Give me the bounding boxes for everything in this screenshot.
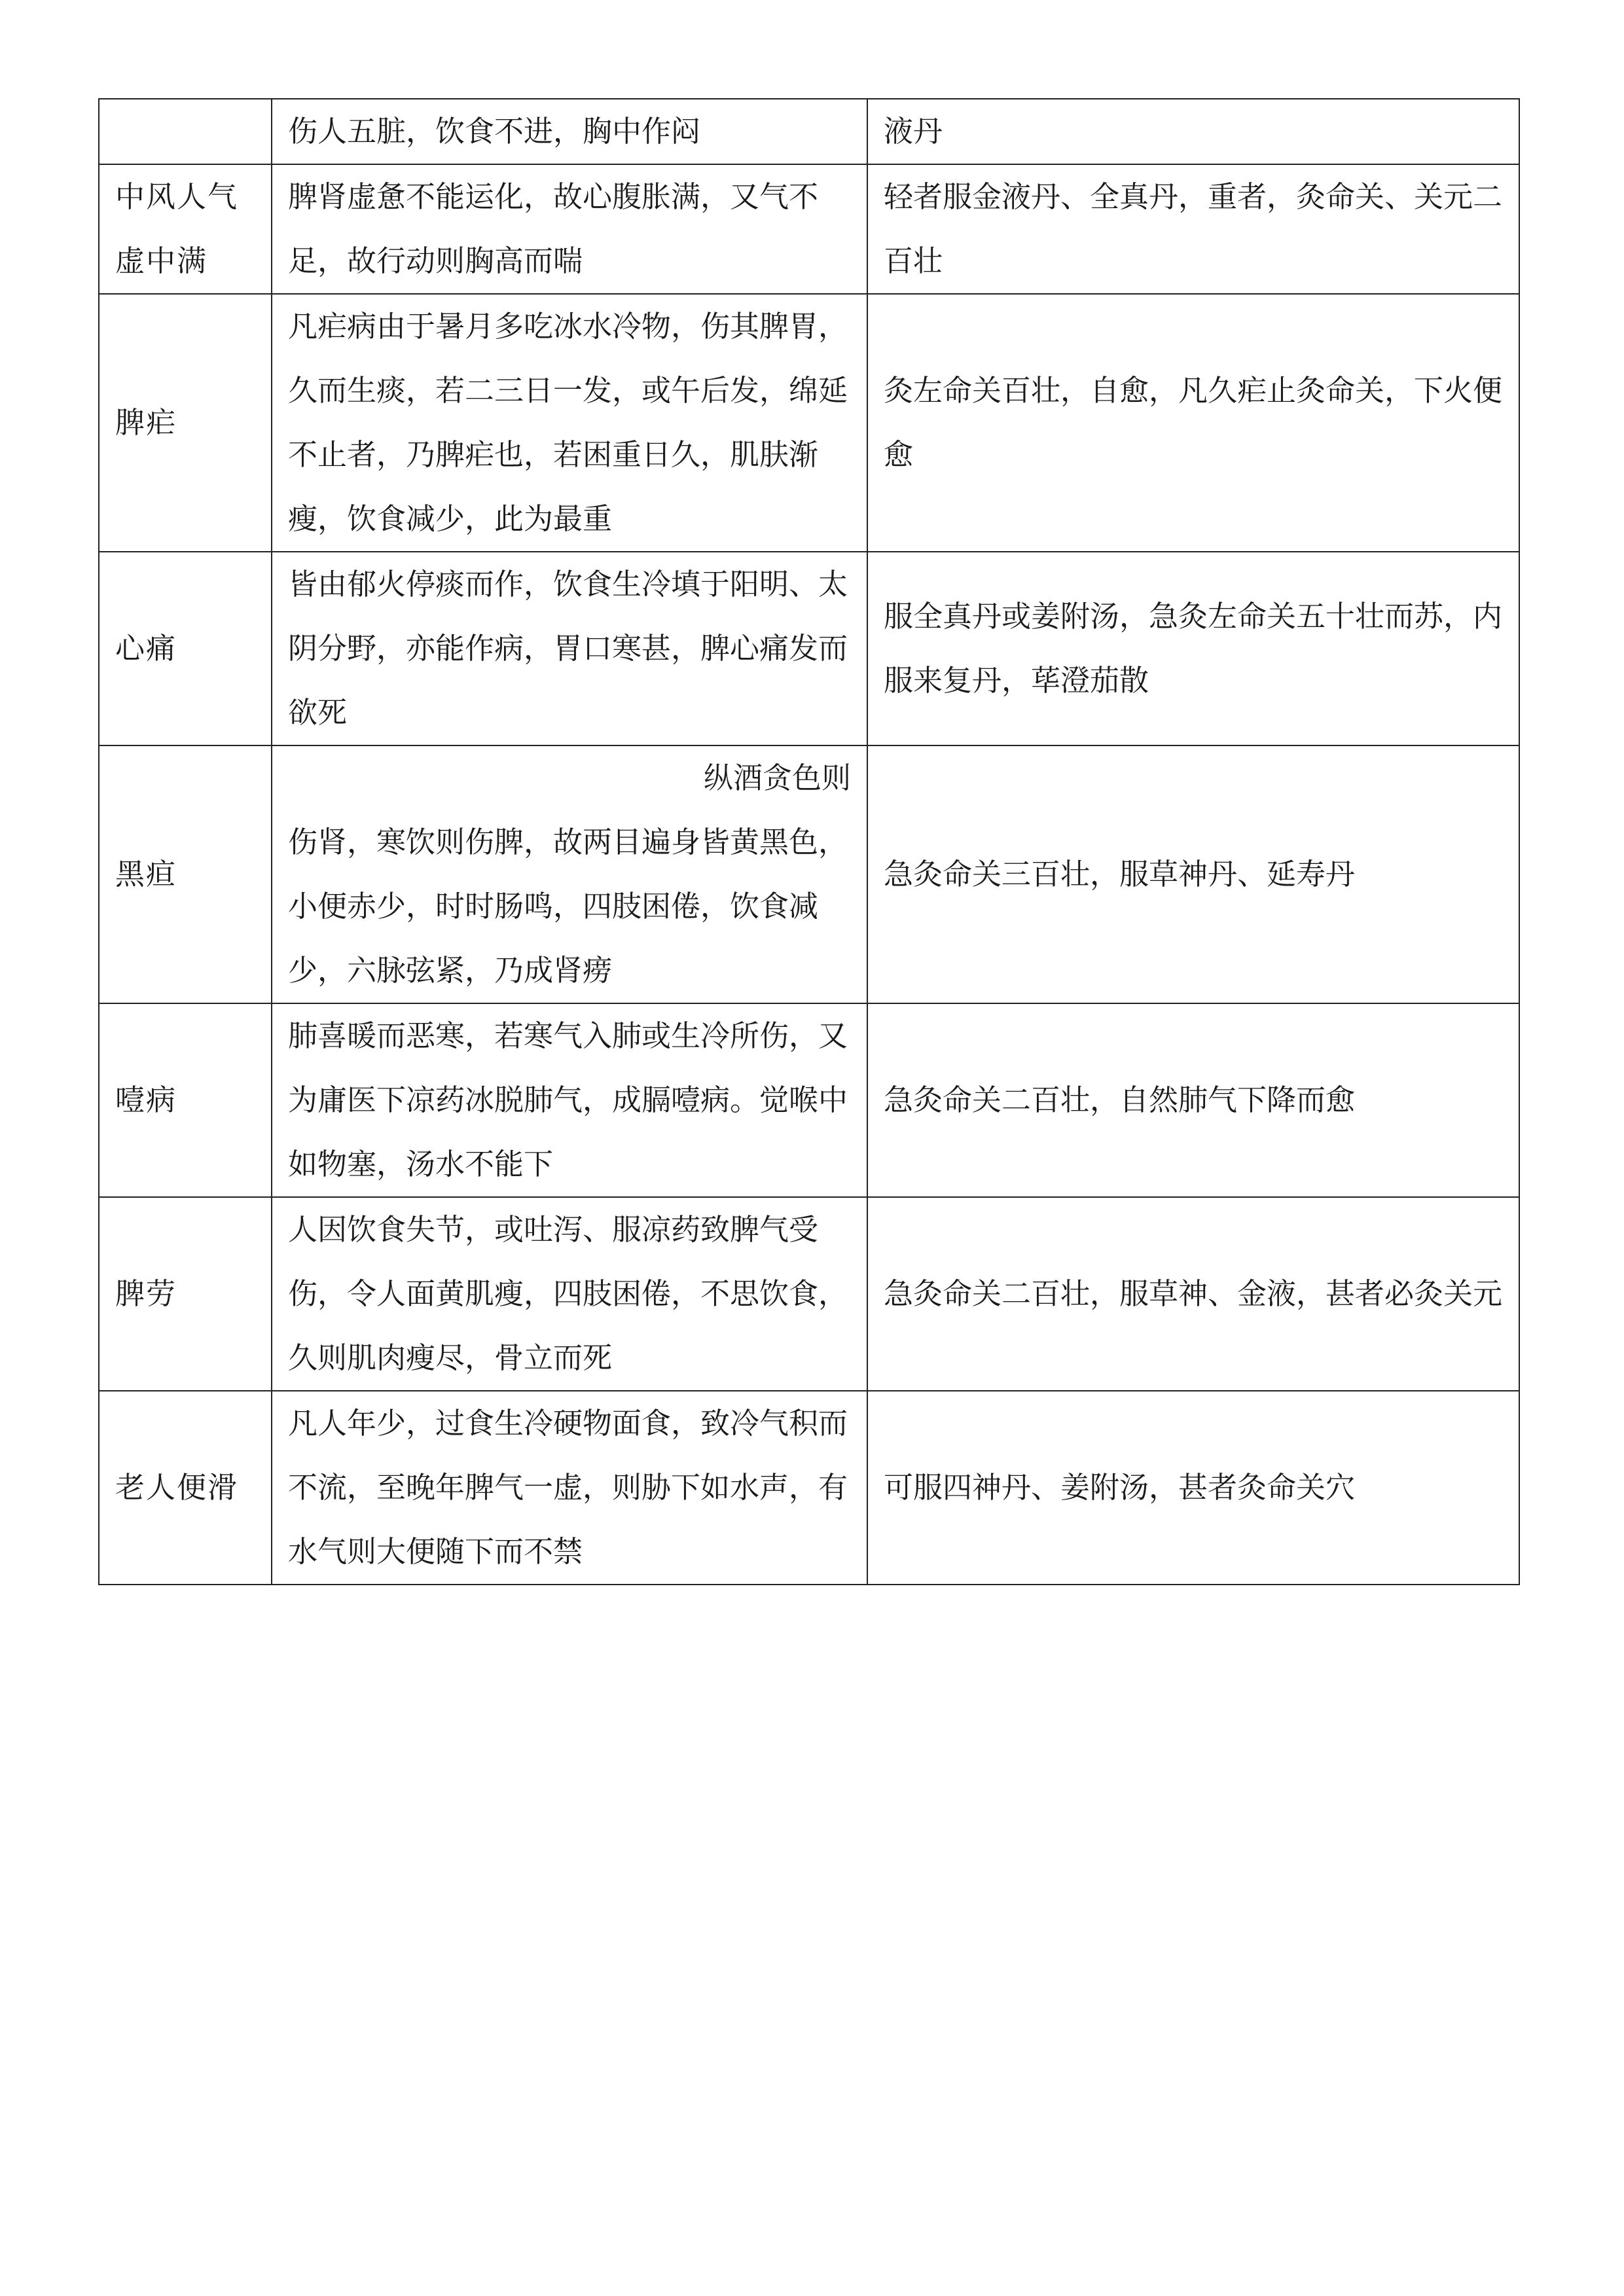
table-row (99, 552, 1519, 745)
symptoms-cell: 伤人五脏，饮食不进，胸中作闷 (272, 99, 867, 164)
treatment-cell: 急灸命关二百壮，服草神、金液，甚者必灸关元 (867, 1197, 1519, 1391)
disease-name-cell: 中风人气虚中满 (99, 164, 272, 294)
treatment-cell: 液丹 (867, 99, 1519, 164)
disease-name-cell: 脾劳 (99, 1197, 272, 1391)
table-row (99, 99, 1519, 164)
table-row (99, 164, 1519, 294)
treatment-table (98, 98, 1520, 1585)
symptoms-cell: 凡人年少，过食生冷硬物面食，致冷气积而不流，至晚年脾气一虚，则胁下如水声，有水气则大便随下而不禁 (272, 1391, 867, 1585)
symptoms-cell: 人因饮食失节，或吐泻、服凉药致脾气受伤，令人面黄肌瘦，四肢困倦，不思饮食，久则肌肉瘦尽，骨立而死 (272, 1197, 867, 1391)
symptoms-cell (272, 745, 867, 1003)
table-row (99, 1391, 1519, 1585)
symptoms-cell: 凡疟病由于暑月多吃冰水冷物，伤其脾胃，久而生痰，若二三日一发，或午后发，绵延不止者，乃脾疟也，若困重日久，肌肤渐瘦，饮食减少，此为最重 (272, 294, 867, 552)
disease-name-cell: 心痛 (99, 552, 272, 745)
treatment-cell: 灸左命关百壮，自愈，凡久疟止灸命关，下火便愈 (867, 294, 1519, 552)
symptoms-cell: 皆由郁火停痰而作，饮食生冷填于阳明、太阴分野，亦能作病，胃口寒甚，脾心痛发而欲死 (272, 552, 867, 745)
symptoms-cell: 肺喜暖而恶寒，若寒气入肺或生冷所伤，又为庸医下凉药冰脱肺气，成膈噎病。觉喉中如物塞，汤水不能下 (272, 1003, 867, 1197)
table-body (99, 99, 1519, 1585)
disease-name-cell: 黑疸 (99, 745, 272, 1003)
treatment-cell: 可服四神丹、姜附汤，甚者灸命关穴 (867, 1391, 1519, 1585)
disease-name-cell: 噎病 (99, 1003, 272, 1197)
symptoms-text: 伤肾，寒饮则伤脾，故两目遍身皆黄黑色，小便赤少，时时肠鸣，四肢困倦，饮食减少，六脉弦紧，乃成肾痨 (288, 825, 848, 988)
table-row (99, 1003, 1519, 1197)
disease-name-cell: 老人便滑 (99, 1391, 272, 1585)
disease-name-cell (99, 99, 272, 164)
symptoms-fragment-top: 纵酒贪色则 (703, 761, 851, 795)
treatment-cell: 急灸命关三百壮，服草神丹、延寿丹 (867, 745, 1519, 1003)
table-row (99, 294, 1519, 552)
disease-name-cell: 脾疟 (99, 294, 272, 552)
table-row (99, 1197, 1519, 1391)
treatment-cell: 急灸命关二百壮，自然肺气下降而愈 (867, 1003, 1519, 1197)
table-row (99, 745, 1519, 1003)
treatment-cell: 服全真丹或姜附汤，急灸左命关五十壮而苏，内服来复丹，荜澄茄散 (867, 552, 1519, 745)
symptoms-cell: 脾肾虚惫不能运化，故心腹胀满，又气不足，故行动则胸高而喘 (272, 164, 867, 294)
treatment-cell: 轻者服金液丹、全真丹，重者，灸命关、关元二百壮 (867, 164, 1519, 294)
